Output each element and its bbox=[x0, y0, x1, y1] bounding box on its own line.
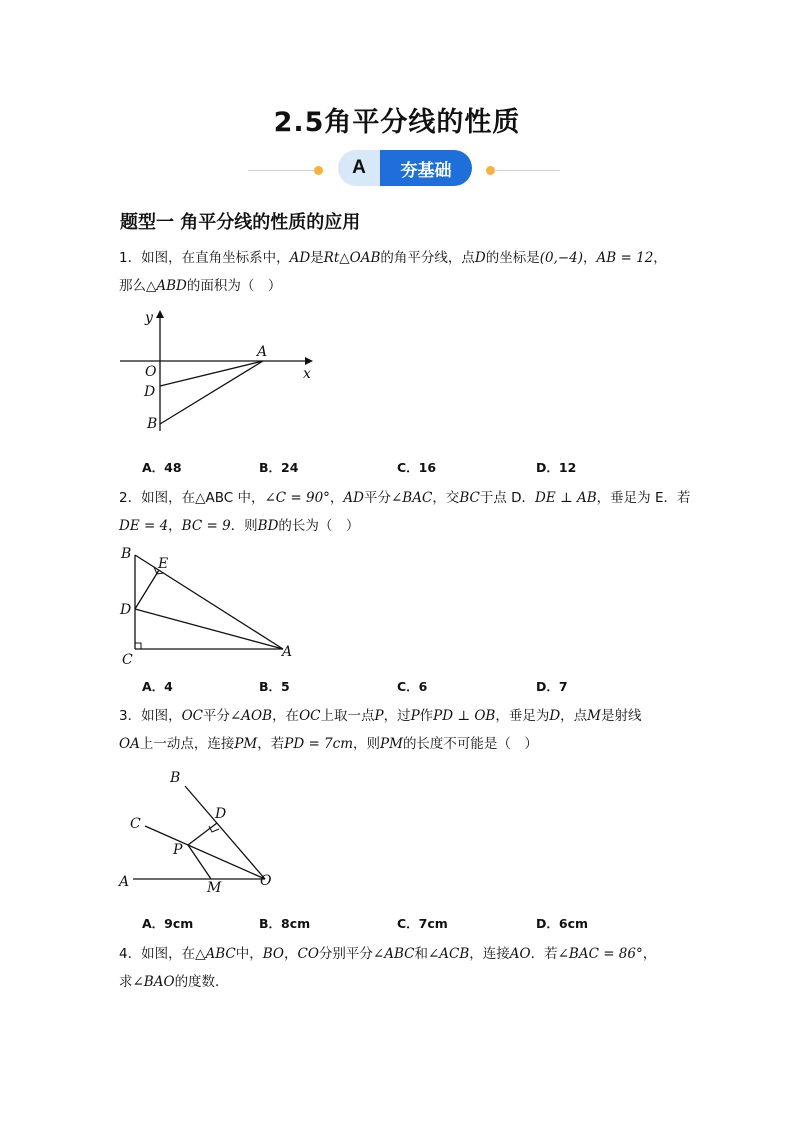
label-A: A bbox=[257, 344, 268, 360]
q1-option-a[interactable]: A．48 bbox=[142, 460, 182, 475]
question-3-options bbox=[142, 914, 702, 930]
segment-AD bbox=[160, 361, 263, 386]
section-heading: 题型一 角平分线的性质的应用 bbox=[120, 212, 361, 233]
q2-option-a[interactable]: A．4 bbox=[142, 679, 173, 694]
q3-option-d[interactable]: D．6cm bbox=[536, 916, 589, 931]
label-A: A bbox=[282, 644, 293, 660]
segment-DE bbox=[135, 570, 159, 609]
label-D: D bbox=[120, 602, 132, 618]
q3-option-a[interactable]: A．9cm bbox=[142, 916, 194, 931]
question-1-line1: 1．如图，在直角坐标系中，AD是Rt△OAB的角平分线，点D的坐标是(0,−4)，AB = 12， bbox=[119, 250, 667, 266]
label-O: O bbox=[145, 364, 157, 380]
segment-AB bbox=[160, 361, 263, 424]
x-axis-arrow-icon bbox=[305, 357, 313, 365]
question-2-line2: DE = 4，BC = 9．则BD的长为（ ） bbox=[119, 518, 360, 534]
label-y: y bbox=[145, 310, 153, 326]
label-x: x bbox=[303, 366, 311, 382]
q3-option-b[interactable]: B．8cm bbox=[259, 916, 311, 931]
figure-1 bbox=[115, 306, 325, 441]
label-O: O bbox=[260, 873, 272, 889]
q2-option-c[interactable]: C．6 bbox=[397, 679, 428, 694]
figure-2 bbox=[115, 542, 300, 668]
question-3-line1: 3．如图，OC平分∠AOB，在OC上取一点P，过P作PD ⊥ OB，垂足为D，点M是射线 bbox=[119, 708, 642, 724]
label-M: M bbox=[207, 880, 222, 896]
q3-option-c[interactable]: C．7cm bbox=[397, 916, 448, 931]
question-1 bbox=[119, 244, 699, 300]
label-D: D bbox=[144, 384, 156, 400]
q1-option-b[interactable]: B．24 bbox=[259, 460, 299, 475]
right-angle-C-icon bbox=[135, 643, 141, 649]
segment-PD bbox=[188, 823, 217, 845]
question-2-line1: 2．如图，在△ABC 中，∠C = 90°，AD平分∠BAC，交BC于点 D．DE ⊥ AB，垂足为 E．若 bbox=[119, 490, 691, 506]
label-B: B bbox=[147, 416, 158, 432]
question-4-line1: 4．如图，在△ABC中，BO，CO分别平分∠ABC和∠ACB，连接AO．若∠BAC = 86°， bbox=[119, 946, 657, 962]
q1-option-d[interactable]: D．12 bbox=[536, 460, 577, 475]
y-axis-arrow-icon bbox=[156, 310, 164, 318]
divider-left bbox=[248, 170, 314, 171]
label-C: C bbox=[130, 816, 141, 832]
label-B: B bbox=[121, 546, 132, 562]
right-angle-D-icon bbox=[209, 826, 219, 832]
label-B: B bbox=[170, 770, 181, 786]
q1-option-c[interactable]: C．16 bbox=[397, 460, 437, 475]
question-1-line2: 那么△ABD的面积为（ ） bbox=[119, 278, 282, 294]
level-letter: A bbox=[338, 150, 380, 186]
divider-right bbox=[494, 170, 560, 171]
ray-OB bbox=[185, 786, 265, 879]
label-E: E bbox=[158, 556, 169, 572]
q2-option-d[interactable]: D．7 bbox=[536, 679, 568, 694]
question-4 bbox=[119, 940, 699, 996]
segment-DA bbox=[135, 609, 283, 649]
question-4-line2: 求∠BAO的度数． bbox=[119, 974, 229, 990]
question-2 bbox=[119, 484, 699, 540]
label-C: C bbox=[122, 652, 133, 668]
question-3-line2: OA上一动点，连接PM，若PD = 7cm，则PM的长度不可能是（ ） bbox=[119, 736, 538, 752]
page-title: 2.5角平分线的性质 bbox=[273, 107, 521, 138]
level-badge bbox=[338, 150, 472, 186]
dot-left bbox=[314, 166, 323, 175]
figure-3 bbox=[115, 768, 280, 896]
question-1-options bbox=[142, 458, 702, 474]
label-P: P bbox=[173, 842, 183, 858]
level-text: 夯基础 bbox=[380, 150, 472, 186]
q2-option-b[interactable]: B．5 bbox=[259, 679, 290, 694]
question-2-options bbox=[142, 677, 702, 693]
label-A: A bbox=[119, 874, 130, 890]
question-3 bbox=[119, 702, 699, 758]
level-banner bbox=[0, 150, 794, 186]
label-D: D bbox=[215, 806, 227, 822]
